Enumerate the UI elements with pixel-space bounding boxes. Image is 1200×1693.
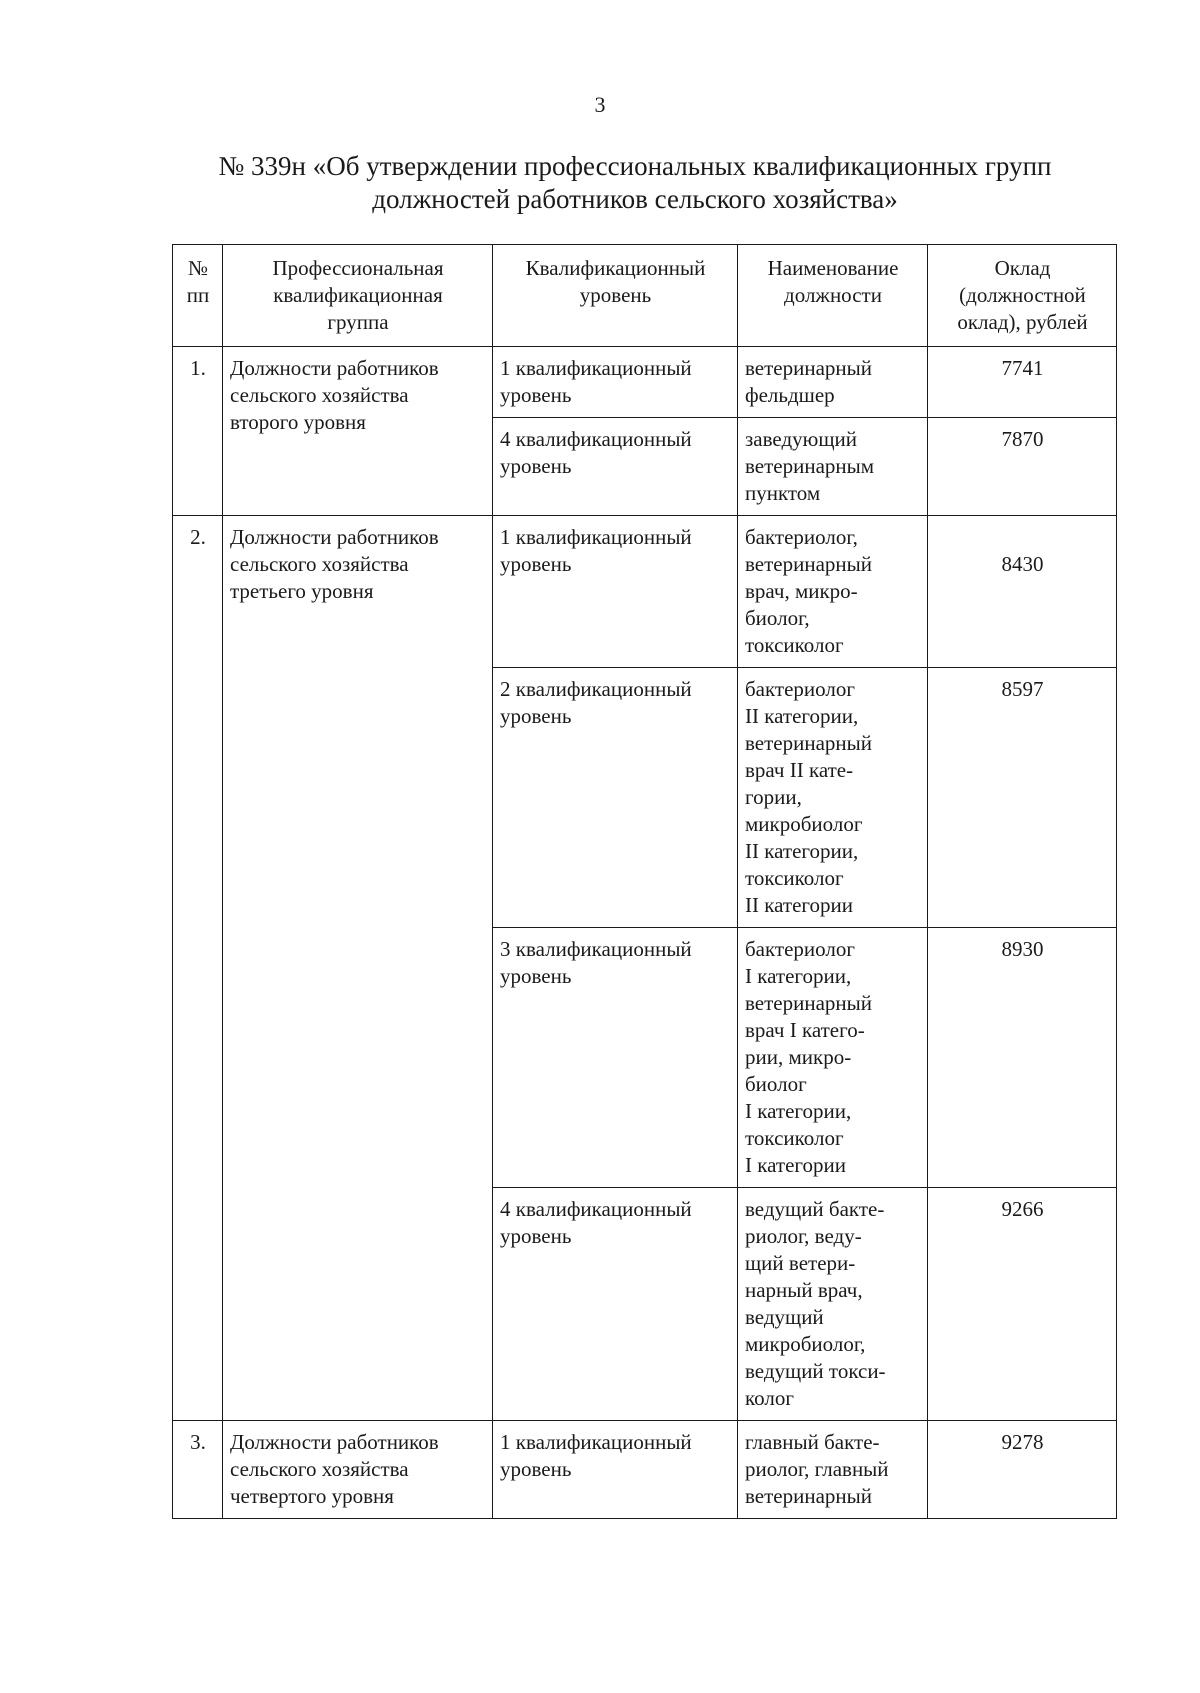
position-name: бактериолог I категории, ветеринарный врач I катего- рии, микро- биолог I категории, токсиколог I категории: [738, 928, 928, 1188]
position-name: главный бакте- риолог, главный ветеринарный: [738, 1421, 928, 1519]
group-number: 1.: [173, 347, 223, 516]
group-name: Должности работников сельского хозяйства третьего уровня: [223, 516, 493, 1421]
salary-value: 9278: [928, 1421, 1117, 1519]
salary-value-text: 8430: [1001, 552, 1044, 576]
header-salary: Оклад (должностной оклад), рублей: [928, 245, 1117, 347]
header-num: № пп: [173, 245, 223, 347]
group-name: Должности работников сельского хозяйства четвертого уровня: [223, 1421, 493, 1519]
qualification-level: 2 квалификационный уровень: [493, 668, 738, 928]
table-row: [173, 347, 1117, 418]
position-name: ветеринарный фельдшер: [738, 347, 928, 418]
qualification-level: 4 квалификационный уровень: [493, 418, 738, 516]
salary-value: 7870: [928, 418, 1117, 516]
table-header-row: [173, 245, 1117, 347]
position-name: бактериолог, ветеринарный врач, микро- биолог, токсиколог: [738, 516, 928, 668]
table-row: [173, 1421, 1117, 1519]
position-name: ведущий бакте- риолог, веду- щий ветери- нарный врач, ведущий микробиолог, ведущий токси- колог: [738, 1188, 928, 1421]
salary-value: [928, 516, 1117, 668]
salary-value: 8930: [928, 928, 1117, 1188]
page-number: 3: [594, 92, 606, 117]
qualification-level: 4 квалификационный уровень: [493, 1188, 738, 1421]
qualification-level: 1 квалификационный уровень: [493, 347, 738, 418]
header-level: Квалификационный уровень: [493, 245, 738, 347]
header-group: Профессиональная квалификационная группа: [223, 245, 493, 347]
group-name: Должности работников сельского хозяйства второго уровня: [223, 347, 493, 516]
qualification-level: 3 квалификационный уровень: [493, 928, 738, 1188]
group-number: 2.: [173, 516, 223, 1421]
salary-value: 8597: [928, 668, 1117, 928]
qualification-groups-table: [172, 244, 1117, 1519]
position-name: бактериолог II категории, ветеринарный врач II кате- гории, микробиолог II категории, токсиколог II категории: [738, 668, 928, 928]
document-title-line-1: № 339н «Об утверждении профессиональных квалификационных групп: [218, 151, 1052, 181]
header-position: Наименование должности: [738, 245, 928, 347]
document-title-line-2: должностей работников сельского хозяйства»: [372, 184, 898, 214]
salary-value: 7741: [928, 347, 1117, 418]
qualification-level: 1 квалификационный уровень: [493, 516, 738, 668]
position-name: заведующий ветеринарным пунктом: [738, 418, 928, 516]
group-number: 3.: [173, 1421, 223, 1519]
table-row: [173, 516, 1117, 668]
document-title: [160, 150, 1110, 216]
qualification-level: 1 квалификационный уровень: [493, 1421, 738, 1519]
salary-value: 9266: [928, 1188, 1117, 1421]
